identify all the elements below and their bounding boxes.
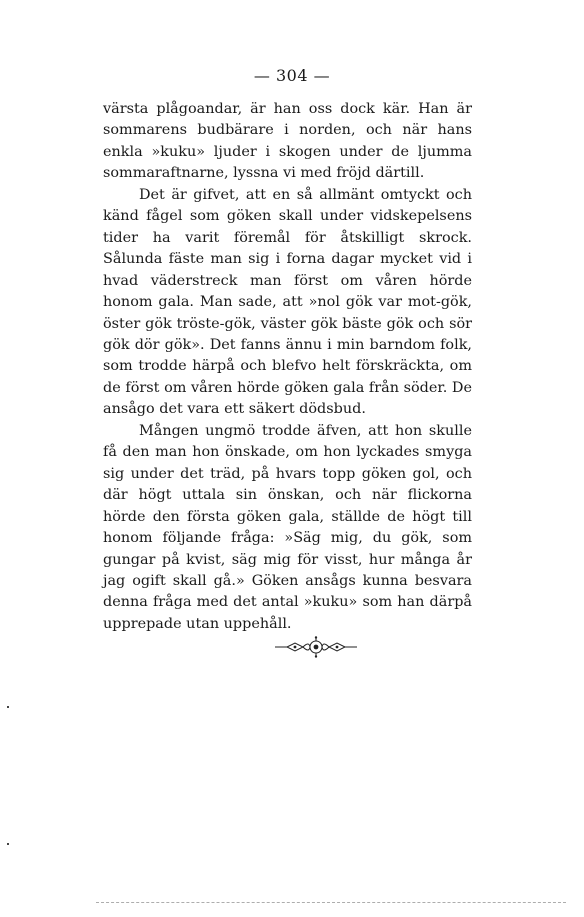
paragraph-1: värsta plågoandar, är han oss dock kär. Han är sommarens budbärare i norden, och när hans enkla »kuku» ljuder i skogen under de ljumma sommaraftnarne, lyssna vi med fröjd därtill. xyxy=(103,101,472,182)
scan-edge-line xyxy=(96,902,566,905)
page-number: — 304 — xyxy=(253,66,331,85)
body-text xyxy=(103,99,472,635)
scan-artifact xyxy=(7,706,9,708)
paragraph-2: Det är gifvet, att en så allmänt omtyckt och känd fågel som göken skall under vidskepelsens tider ha varit föremål för åtskilligt skrock. Sålunda fäste man sig i forna dagar mycket vid i hvad väderstreck man först om våren hörde honom gala. Man sade, att »nol gök var mot-gök, öster gök tröste-gök, väster gök bäste gök och sör gök dör gök». Det fanns ännu i min barndom folk, som trodde härpå och blefvo helt förskräckta, om de först om våren hörde göken gala från söder. De ansågo det vara ett säkert dödsbud. xyxy=(103,186,472,418)
paragraph-3: Mången ungmö trodde äfven, att hon skulle få den man hon önskade, om hon lyckades smyga sig under det träd, på hvars topp göken gol, och där högt uttala sin önskan, och när flickorna hörde den första göken gala, ställde de högt till honom följande fråga: »Säg mig, du gök, som gungar på kvist, säg mig för visst, hur många år jag ogift skall gå.» Göken ansågs kunna besvara denna fråga med det antal »kuku» som han därpå upprepade utan uppehåll. xyxy=(103,422,472,632)
printers-ornament-icon xyxy=(273,636,359,658)
scan-artifact xyxy=(7,843,9,845)
